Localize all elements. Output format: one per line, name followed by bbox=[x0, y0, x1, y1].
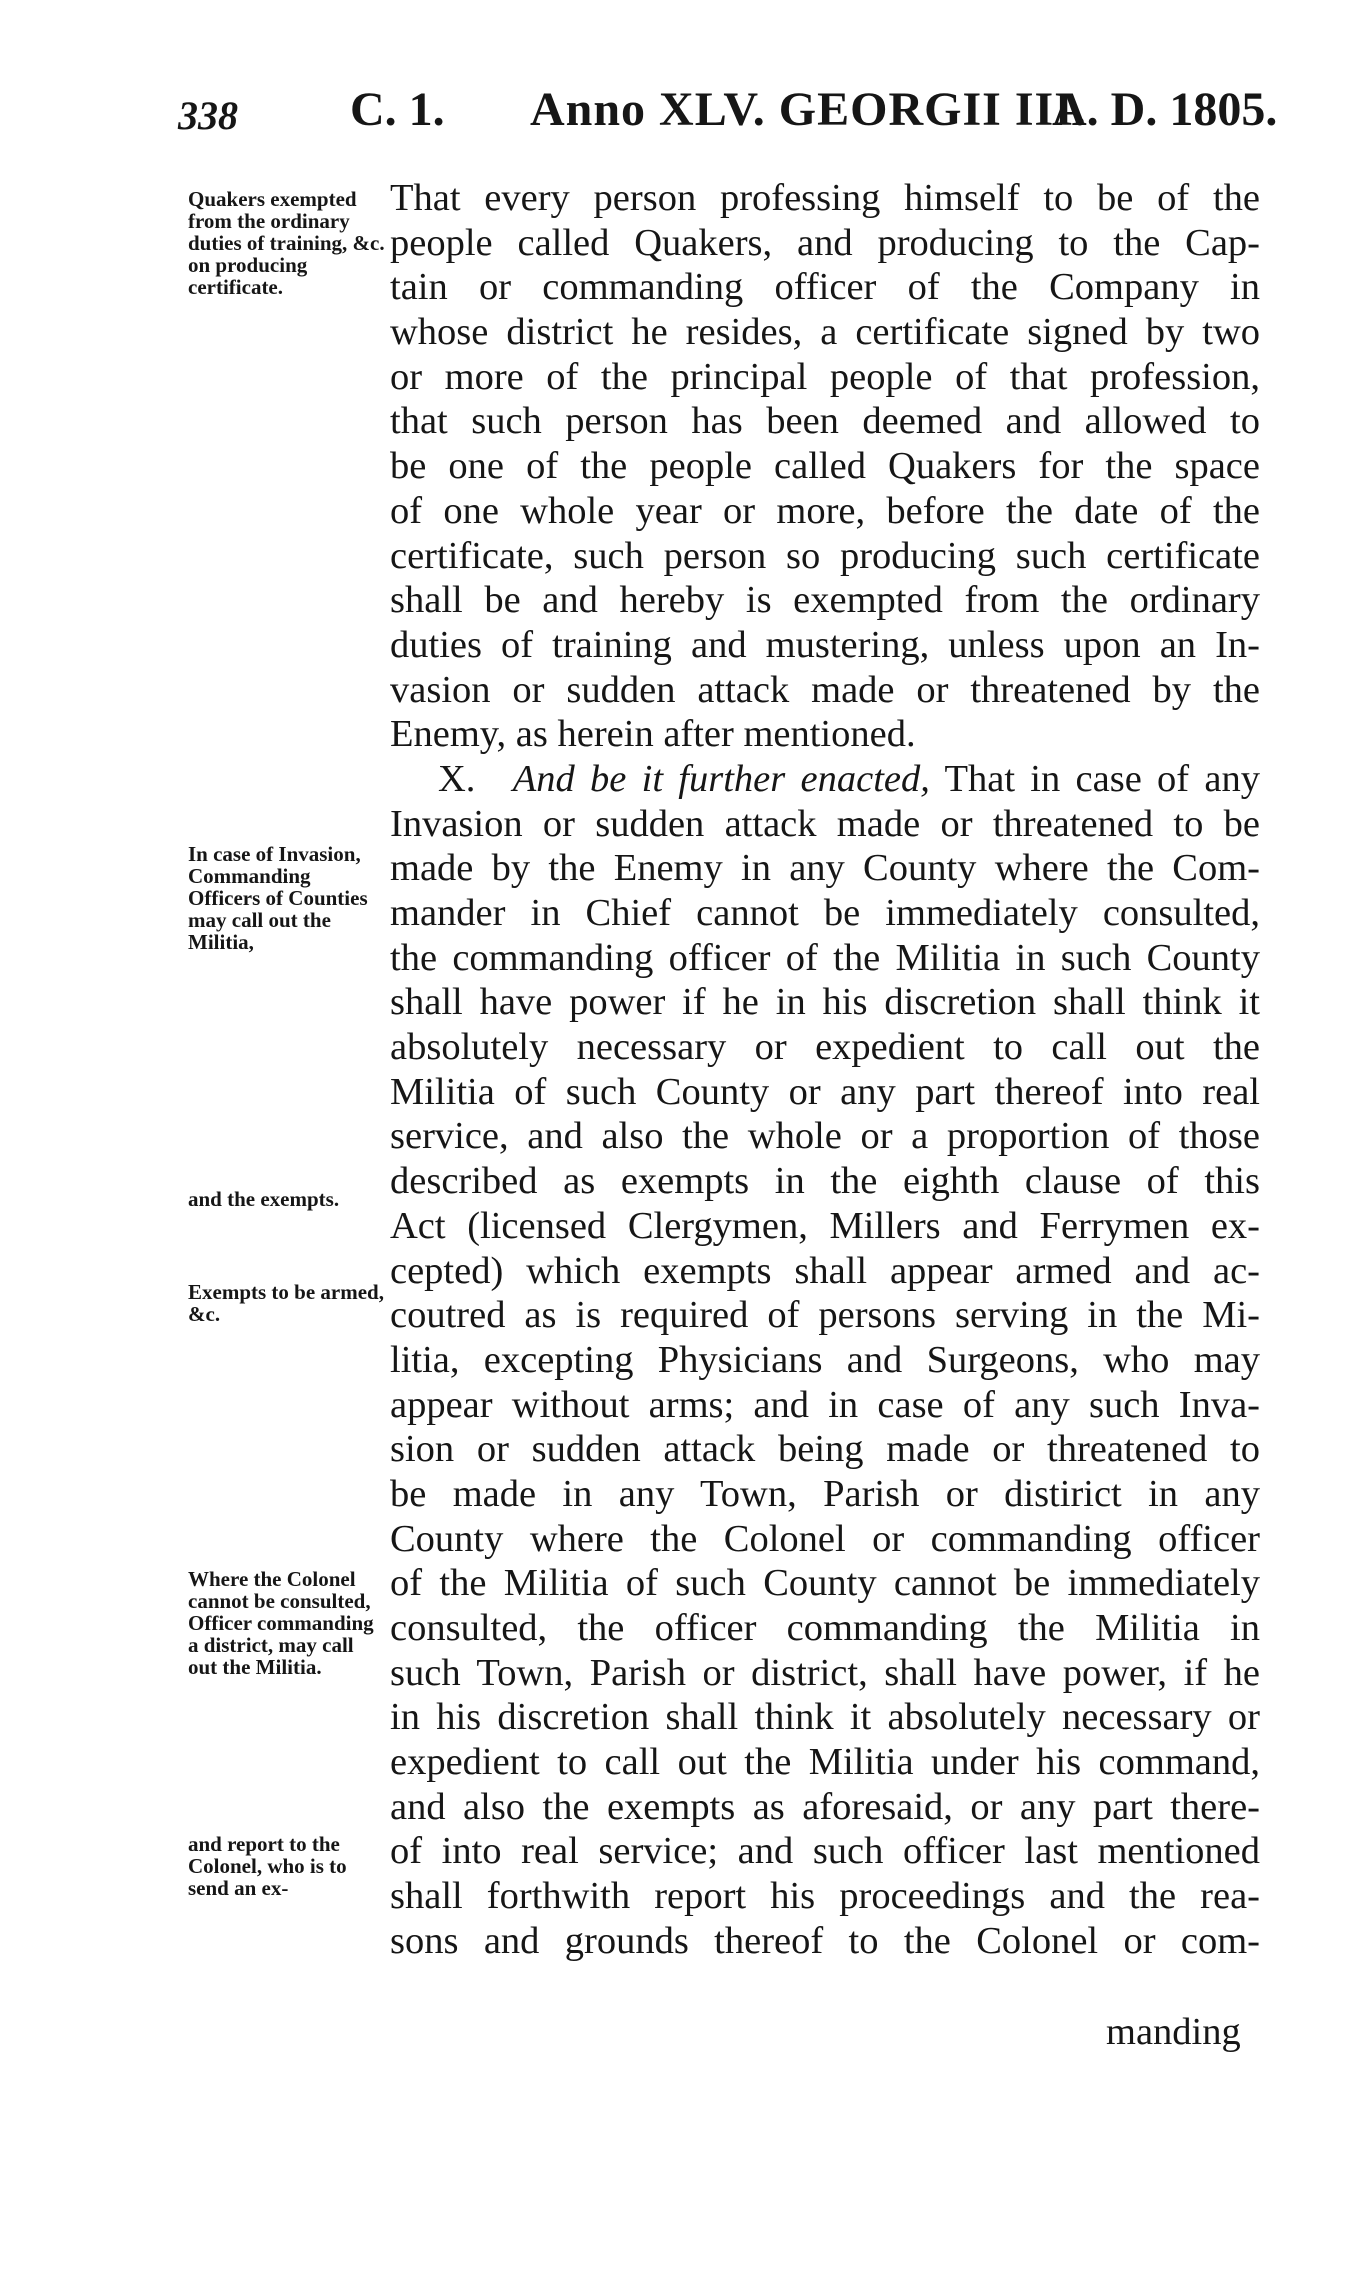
body-line: litia, excepting Physicians and Surgeons, who may bbox=[390, 1338, 1260, 1381]
body-line: shall forthwith report his proceedings and the rea- bbox=[390, 1875, 1260, 1918]
body-line: Militia of such County or any part thereof into real bbox=[390, 1070, 1260, 1113]
body-line: in his discretion shall think it absolutely necessary or bbox=[390, 1696, 1260, 1739]
body-line: consulted, the officer commanding the Militia in bbox=[390, 1607, 1260, 1649]
body-line: expedient to call out the Militia under his command, bbox=[390, 1741, 1260, 1784]
catchword: manding bbox=[1106, 2011, 1241, 2053]
body-line: Invasion or sudden attack made or threatened to be bbox=[390, 802, 1260, 845]
margin-note: Where the Colonel cannot be consulted, Officer commanding a district, may call out the Militia. bbox=[188, 1567, 374, 1679]
body-line: vasion or sudden attack made or threatened by the bbox=[390, 668, 1260, 711]
body-line: certificate, such person so producing such certificate bbox=[390, 534, 1260, 577]
body-line: cepted) which exempts shall appear armed and ac- bbox=[390, 1249, 1260, 1292]
enacting-clause: And be it further enacted, bbox=[512, 757, 930, 800]
body-line: the commanding officer of the Militia in such County bbox=[390, 936, 1260, 979]
body-line bbox=[390, 757, 1260, 802]
body-line: appear without arms; and in case of any such Inva- bbox=[390, 1383, 1260, 1426]
running-title: Anno XLV. GEORGII III. bbox=[530, 83, 1087, 136]
body-line: Act (licensed Clergymen, Millers and Ferrymen ex- bbox=[390, 1204, 1260, 1247]
running-header bbox=[0, 82, 1359, 142]
margin-note: and report to the Colonel, who is to send an ex- bbox=[188, 1832, 347, 1900]
body-line: Enemy, as herein after mentioned. bbox=[390, 713, 916, 756]
body-line: such Town, Parish or district, shall have power, if he bbox=[390, 1651, 1260, 1694]
body-line: absolutely necessary or expedient to call out the bbox=[390, 1026, 1260, 1069]
body-line: be made in any Town, Parish or distirict in any bbox=[390, 1472, 1260, 1515]
chapter-number: C. 1. bbox=[350, 83, 445, 136]
body-line: County where the Colonel or commanding officer bbox=[390, 1517, 1260, 1560]
section-number: X. bbox=[438, 757, 476, 800]
body-line: tain or commanding officer of the Company in bbox=[390, 266, 1260, 309]
body-line: shall be and hereby is exempted from the ordinary bbox=[390, 579, 1260, 622]
body-line: people called Quakers, and producing to the Cap- bbox=[390, 221, 1260, 264]
body-line: and also the exempts as aforesaid, or any part there- bbox=[390, 1785, 1260, 1828]
body-line: coutred as is required of persons serving in the Mi- bbox=[390, 1294, 1260, 1337]
year-label: A. D. 1805. bbox=[1052, 83, 1278, 136]
body-line: duties of training and mustering, unless upon an In- bbox=[390, 623, 1260, 666]
page-number: 338 bbox=[178, 93, 238, 138]
body-line: sons and grounds thereof to the Colonel or com- bbox=[390, 1919, 1260, 1962]
margin-note: and the exempts. bbox=[188, 1187, 340, 1211]
body-line: sion or sudden attack being made or threatened to bbox=[390, 1428, 1260, 1471]
body-line: or more of the principal people of that profession, bbox=[390, 355, 1260, 398]
body-line: be one of the people called Quakers for the space bbox=[390, 445, 1260, 488]
body-text bbox=[390, 176, 1260, 1964]
body-line: service, and also the whole or a proportion of those bbox=[390, 1115, 1260, 1158]
body-line: of one whole year or more, before the date of the bbox=[390, 489, 1260, 532]
body-line: made by the Enemy in any County where the Com- bbox=[390, 847, 1260, 890]
margin-note: In case of Invasion, Commanding Officers of Counties may call out the Militia, bbox=[188, 842, 368, 954]
body-line: that such person has been deemed and allowed to bbox=[390, 400, 1260, 443]
margin-note: Quakers exempted from the ordinary duties of training, &c. on producing certificate. bbox=[188, 187, 385, 299]
margin-note: Exempts to be armed, &c. bbox=[188, 1280, 384, 1326]
body-line: whose district he resides, a certificate signed by two bbox=[390, 311, 1260, 354]
body-line: mander in Chief cannot be immediately consulted, bbox=[390, 892, 1260, 934]
body-line: described as exempts in the eighth clause of this bbox=[390, 1160, 1260, 1203]
body-line-rest: That in case of any bbox=[944, 757, 1260, 800]
body-line: of the Militia of such County cannot be immediately bbox=[390, 1562, 1260, 1605]
body-line: of into real service; and such officer last mentioned bbox=[390, 1830, 1260, 1873]
body-line: shall have power if he in his discretion shall think it bbox=[390, 981, 1260, 1024]
body-line: That every person professing himself to be of the bbox=[390, 177, 1260, 219]
